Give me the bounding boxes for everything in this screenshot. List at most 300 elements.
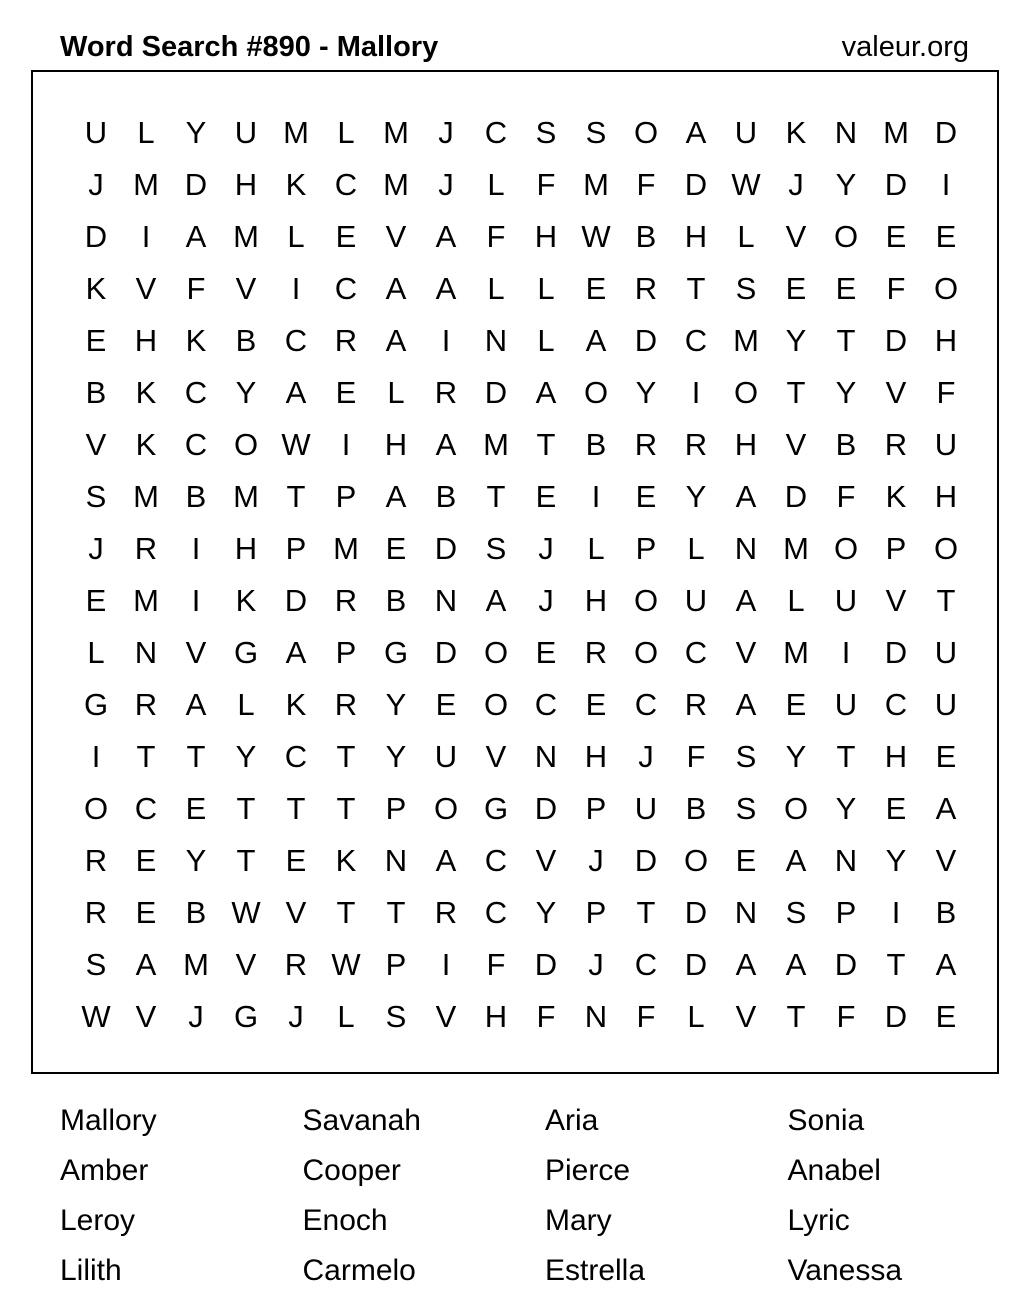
grid-letter[interactable]: Y (535, 895, 557, 930)
grid-letter[interactable]: V (385, 219, 407, 254)
grid-letter[interactable]: K (135, 375, 157, 410)
grid-letter[interactable]: O (833, 219, 859, 254)
grid-letter[interactable]: L (387, 375, 405, 410)
grid-letter[interactable]: D (884, 999, 908, 1034)
grid-letter[interactable]: B (185, 479, 207, 514)
grid-letter[interactable]: O (433, 791, 459, 826)
grid-letter[interactable]: U (634, 791, 658, 826)
grid-letter[interactable]: M (283, 115, 309, 150)
grid-letter[interactable]: C (634, 947, 658, 982)
grid-letter[interactable]: Y (835, 791, 857, 826)
grid-letter[interactable]: C (284, 739, 308, 774)
grid-letter[interactable]: P (285, 531, 307, 566)
grid-letter[interactable]: K (885, 479, 907, 514)
grid-letter[interactable]: E (135, 843, 157, 878)
grid-letter[interactable]: K (285, 687, 307, 722)
grid-letter[interactable]: F (836, 999, 856, 1034)
grid-letter[interactable]: J (538, 531, 554, 566)
grid-letter[interactable]: L (487, 167, 505, 202)
grid-letter[interactable]: J (88, 531, 104, 566)
grid-letter[interactable]: L (537, 271, 555, 306)
grid-letter[interactable]: Y (785, 739, 807, 774)
grid-letter[interactable]: A (435, 843, 457, 878)
grid-letter[interactable]: J (438, 115, 454, 150)
grid-letter[interactable]: M (233, 479, 259, 514)
grid-letter[interactable]: H (934, 323, 958, 358)
grid-letter[interactable]: E (885, 791, 907, 826)
grid-letter[interactable]: D (884, 323, 908, 358)
grid-letter[interactable]: A (535, 375, 557, 410)
grid-letter[interactable]: O (683, 843, 709, 878)
grid-letter[interactable]: N (734, 531, 758, 566)
grid-letter[interactable]: E (635, 479, 657, 514)
grid-letter[interactable]: E (585, 271, 607, 306)
grid-letter[interactable]: V (235, 947, 257, 982)
grid-letter[interactable]: T (486, 479, 506, 514)
grid-letter[interactable]: J (288, 999, 304, 1034)
grid-letter[interactable]: C (484, 115, 508, 150)
grid-letter[interactable]: I (591, 479, 601, 514)
grid-letter[interactable]: V (435, 999, 457, 1034)
grid-letter[interactable]: T (186, 739, 206, 774)
grid-letter[interactable]: S (535, 115, 557, 150)
grid-letter[interactable]: R (334, 583, 358, 618)
grid-letter[interactable]: S (735, 739, 757, 774)
grid-letter[interactable]: E (935, 999, 957, 1034)
grid-letter[interactable]: B (185, 895, 207, 930)
grid-letter[interactable]: H (234, 531, 258, 566)
grid-letter[interactable]: V (185, 635, 207, 670)
grid-letter[interactable]: T (936, 583, 956, 618)
grid-letter[interactable]: L (687, 999, 705, 1034)
grid-letter[interactable]: K (185, 323, 207, 358)
grid-letter[interactable]: U (84, 115, 108, 150)
grid-letter[interactable]: D (184, 167, 208, 202)
grid-letter[interactable]: V (85, 427, 107, 462)
grid-letter[interactable]: E (785, 271, 807, 306)
grid-letter[interactable]: T (836, 323, 856, 358)
grid-letter[interactable]: D (684, 167, 708, 202)
grid-letter[interactable]: A (185, 219, 207, 254)
grid-letter[interactable]: R (584, 635, 608, 670)
grid-letter[interactable]: L (287, 219, 305, 254)
grid-letter[interactable]: C (134, 791, 158, 826)
grid-letter[interactable]: T (636, 895, 656, 930)
grid-letter[interactable]: S (735, 791, 757, 826)
grid-letter[interactable]: I (191, 531, 201, 566)
grid-letter[interactable]: F (886, 271, 906, 306)
grid-letter[interactable]: I (441, 323, 451, 358)
grid-letter[interactable]: L (237, 687, 255, 722)
grid-letter[interactable]: V (135, 999, 157, 1034)
grid-letter[interactable]: N (134, 635, 158, 670)
grid-letter[interactable]: H (584, 739, 608, 774)
grid-letter[interactable]: H (734, 427, 758, 462)
grid-letter[interactable]: V (735, 635, 757, 670)
grid-letter[interactable]: A (735, 479, 757, 514)
grid-letter[interactable]: F (636, 167, 656, 202)
grid-letter[interactable]: W (281, 427, 311, 462)
grid-letter[interactable]: L (487, 271, 505, 306)
grid-letter[interactable]: S (385, 999, 407, 1034)
grid-letter[interactable]: E (385, 531, 407, 566)
grid-letter[interactable]: I (941, 167, 951, 202)
grid-letter[interactable]: I (691, 375, 701, 410)
grid-letter[interactable]: B (235, 323, 257, 358)
grid-letter[interactable]: B (935, 895, 957, 930)
grid-letter[interactable]: T (386, 895, 406, 930)
grid-letter[interactable]: O (583, 375, 609, 410)
grid-letter[interactable]: I (841, 635, 851, 670)
grid-letter[interactable]: S (785, 895, 807, 930)
grid-letter[interactable]: H (134, 323, 158, 358)
grid-letter[interactable]: D (634, 323, 658, 358)
grid-letter[interactable]: R (134, 687, 158, 722)
grid-letter[interactable]: E (935, 219, 957, 254)
grid-letter[interactable]: C (684, 323, 708, 358)
grid-letter[interactable]: L (337, 115, 355, 150)
grid-letter[interactable]: E (135, 895, 157, 930)
grid-letter[interactable]: S (85, 479, 107, 514)
grid-letter[interactable]: A (385, 323, 407, 358)
grid-letter[interactable]: R (84, 895, 108, 930)
grid-letter[interactable]: V (885, 583, 907, 618)
grid-letter[interactable]: N (434, 583, 458, 618)
grid-letter[interactable]: J (88, 167, 104, 202)
grid-letter[interactable]: Y (185, 115, 207, 150)
grid-letter[interactable]: R (434, 375, 458, 410)
grid-letter[interactable]: P (585, 895, 607, 930)
grid-letter[interactable]: V (785, 427, 807, 462)
grid-letter[interactable]: R (434, 895, 458, 930)
grid-letter[interactable]: Y (385, 739, 407, 774)
grid-letter[interactable]: K (285, 167, 307, 202)
grid-letter[interactable]: T (286, 791, 306, 826)
grid-letter[interactable]: E (185, 791, 207, 826)
grid-letter[interactable]: R (634, 271, 658, 306)
grid-letter[interactable]: P (335, 635, 357, 670)
grid-letter[interactable]: E (835, 271, 857, 306)
grid-letter[interactable]: C (284, 323, 308, 358)
grid-letter[interactable]: T (336, 739, 356, 774)
grid-letter[interactable]: L (737, 219, 755, 254)
grid-letter[interactable]: R (684, 687, 708, 722)
grid-letter[interactable]: J (638, 739, 654, 774)
grid-letter[interactable]: I (291, 271, 301, 306)
grid-letter[interactable]: V (935, 843, 957, 878)
grid-letter[interactable]: I (191, 583, 201, 618)
grid-letter[interactable]: K (85, 271, 107, 306)
grid-letter[interactable]: C (484, 843, 508, 878)
grid-letter[interactable]: D (884, 635, 908, 670)
grid-letter[interactable]: E (885, 219, 907, 254)
grid-letter[interactable]: A (385, 479, 407, 514)
grid-letter[interactable]: Y (835, 167, 857, 202)
grid-letter[interactable]: F (836, 479, 856, 514)
grid-letter[interactable]: L (687, 531, 705, 566)
grid-letter[interactable]: T (836, 739, 856, 774)
grid-letter[interactable]: S (485, 531, 507, 566)
grid-letter[interactable]: A (935, 791, 957, 826)
grid-letter[interactable]: E (535, 479, 557, 514)
grid-letter[interactable]: C (684, 635, 708, 670)
grid-letter[interactable]: C (184, 427, 208, 462)
grid-letter[interactable]: B (585, 427, 607, 462)
grid-letter[interactable]: B (635, 219, 657, 254)
grid-letter[interactable]: T (236, 843, 256, 878)
grid-letter[interactable]: D (884, 167, 908, 202)
grid-letter[interactable]: K (135, 427, 157, 462)
grid-letter[interactable]: V (135, 271, 157, 306)
grid-letter[interactable]: M (883, 115, 909, 150)
grid-letter[interactable]: D (434, 531, 458, 566)
grid-letter[interactable]: R (334, 323, 358, 358)
grid-letter[interactable]: F (936, 375, 956, 410)
grid-letter[interactable]: O (483, 635, 509, 670)
grid-letter[interactable]: R (684, 427, 708, 462)
grid-letter[interactable]: I (341, 427, 351, 462)
grid-letter[interactable]: O (833, 531, 859, 566)
grid-letter[interactable]: J (588, 947, 604, 982)
grid-letter[interactable]: A (185, 687, 207, 722)
grid-letter[interactable]: C (884, 687, 908, 722)
grid-letter[interactable]: P (585, 791, 607, 826)
grid-letter[interactable]: H (484, 999, 508, 1034)
grid-letter[interactable]: M (333, 531, 359, 566)
grid-letter[interactable]: A (435, 427, 457, 462)
grid-letter[interactable]: C (334, 167, 358, 202)
grid-letter[interactable]: P (835, 895, 857, 930)
grid-letter[interactable]: N (484, 323, 508, 358)
grid-letter[interactable]: R (84, 843, 108, 878)
grid-letter[interactable]: A (285, 635, 307, 670)
grid-letter[interactable]: H (234, 167, 258, 202)
grid-letter[interactable]: J (188, 999, 204, 1034)
grid-letter[interactable]: A (735, 687, 757, 722)
grid-letter[interactable]: C (634, 687, 658, 722)
grid-letter[interactable]: E (435, 687, 457, 722)
grid-letter[interactable]: E (85, 583, 107, 618)
grid-letter[interactable]: V (235, 271, 257, 306)
grid-letter[interactable]: U (234, 115, 258, 150)
grid-letter[interactable]: C (534, 687, 558, 722)
grid-letter[interactable]: A (935, 947, 957, 982)
grid-letter[interactable]: E (785, 687, 807, 722)
grid-letter[interactable]: L (337, 999, 355, 1034)
grid-letter[interactable]: Y (685, 479, 707, 514)
grid-letter[interactable]: R (884, 427, 908, 462)
grid-letter[interactable]: A (135, 947, 157, 982)
grid-letter[interactable]: A (785, 947, 807, 982)
grid-letter[interactable]: N (384, 843, 408, 878)
grid-letter[interactable]: D (534, 947, 558, 982)
grid-letter[interactable]: D (684, 895, 708, 930)
grid-letter[interactable]: V (535, 843, 557, 878)
grid-letter[interactable]: Y (185, 843, 207, 878)
grid-letter[interactable]: A (785, 843, 807, 878)
grid-letter[interactable]: U (934, 687, 958, 722)
grid-letter[interactable]: U (834, 583, 858, 618)
grid-letter[interactable]: V (785, 219, 807, 254)
grid-letter[interactable]: T (336, 791, 356, 826)
grid-letter[interactable]: E (585, 687, 607, 722)
grid-letter[interactable]: Y (235, 375, 257, 410)
grid-letter[interactable]: M (183, 947, 209, 982)
grid-letter[interactable]: U (934, 635, 958, 670)
grid-letter[interactable]: E (285, 843, 307, 878)
grid-letter[interactable]: D (934, 115, 958, 150)
grid-letter[interactable]: O (933, 271, 959, 306)
grid-letter[interactable]: N (834, 843, 858, 878)
grid-letter[interactable]: Y (885, 843, 907, 878)
grid-letter[interactable]: O (633, 635, 659, 670)
grid-letter[interactable]: A (435, 219, 457, 254)
grid-letter[interactable]: N (834, 115, 858, 150)
grid-letter[interactable]: B (85, 375, 107, 410)
grid-letter[interactable]: F (536, 167, 556, 202)
grid-letter[interactable]: H (584, 583, 608, 618)
grid-letter[interactable]: P (635, 531, 657, 566)
grid-letter[interactable]: A (385, 271, 407, 306)
grid-letter[interactable]: P (335, 479, 357, 514)
grid-letter[interactable]: T (536, 427, 556, 462)
grid-letter[interactable]: T (236, 791, 256, 826)
grid-letter[interactable]: D (284, 583, 308, 618)
grid-letter[interactable]: N (534, 739, 558, 774)
grid-letter[interactable]: G (383, 635, 409, 670)
grid-letter[interactable]: L (587, 531, 605, 566)
grid-letter[interactable]: D (534, 791, 558, 826)
grid-letter[interactable]: T (886, 947, 906, 982)
grid-letter[interactable]: D (634, 843, 658, 878)
grid-letter[interactable]: A (735, 583, 757, 618)
grid-letter[interactable]: M (133, 583, 159, 618)
grid-letter[interactable]: M (483, 427, 509, 462)
grid-letter[interactable]: M (783, 531, 809, 566)
grid-letter[interactable]: A (685, 115, 707, 150)
grid-letter[interactable]: V (485, 739, 507, 774)
grid-letter[interactable]: R (284, 947, 308, 982)
grid-letter[interactable]: O (233, 427, 259, 462)
grid-letter[interactable]: R (634, 427, 658, 462)
grid-letter[interactable]: E (85, 323, 107, 358)
grid-letter[interactable]: J (588, 843, 604, 878)
grid-letter[interactable]: O (83, 791, 109, 826)
grid-letter[interactable]: M (733, 323, 759, 358)
grid-letter[interactable]: W (331, 947, 361, 982)
grid-letter[interactable]: J (438, 167, 454, 202)
grid-letter[interactable]: T (786, 999, 806, 1034)
grid-letter[interactable]: I (891, 895, 901, 930)
grid-letter[interactable]: O (733, 375, 759, 410)
grid-letter[interactable]: H (684, 219, 708, 254)
grid-letter[interactable]: J (538, 583, 554, 618)
grid-letter[interactable]: H (934, 479, 958, 514)
grid-letter[interactable]: V (735, 999, 757, 1034)
grid-letter[interactable]: W (231, 895, 261, 930)
grid-letter[interactable]: S (585, 115, 607, 150)
grid-letter[interactable]: B (685, 791, 707, 826)
grid-letter[interactable]: E (935, 739, 957, 774)
grid-letter[interactable]: C (484, 895, 508, 930)
grid-letter[interactable]: F (686, 739, 706, 774)
grid-letter[interactable]: J (788, 167, 804, 202)
grid-letter[interactable]: F (636, 999, 656, 1034)
grid-letter[interactable]: L (537, 323, 555, 358)
grid-letter[interactable]: S (85, 947, 107, 982)
grid-letter[interactable]: E (735, 843, 757, 878)
grid-letter[interactable]: F (486, 947, 506, 982)
grid-letter[interactable]: T (136, 739, 156, 774)
grid-letter[interactable]: E (535, 635, 557, 670)
grid-letter[interactable]: Y (235, 739, 257, 774)
grid-letter[interactable]: A (585, 323, 607, 358)
grid-letter[interactable]: I (441, 947, 451, 982)
grid-letter[interactable]: T (786, 375, 806, 410)
grid-letter[interactable]: W (731, 167, 761, 202)
grid-letter[interactable]: U (934, 427, 958, 462)
grid-letter[interactable]: T (286, 479, 306, 514)
grid-letter[interactable]: D (834, 947, 858, 982)
grid-letter[interactable]: I (141, 219, 151, 254)
grid-letter[interactable]: F (486, 219, 506, 254)
grid-letter[interactable]: O (483, 687, 509, 722)
grid-letter[interactable]: O (783, 791, 809, 826)
grid-letter[interactable]: R (334, 687, 358, 722)
grid-letter[interactable]: F (536, 999, 556, 1034)
grid-letter[interactable]: L (137, 115, 155, 150)
grid-letter[interactable]: G (233, 999, 259, 1034)
grid-letter[interactable]: A (735, 947, 757, 982)
grid-letter[interactable]: K (785, 115, 807, 150)
grid-letter[interactable]: O (633, 115, 659, 150)
grid-letter[interactable]: E (335, 375, 357, 410)
grid-letter[interactable]: U (734, 115, 758, 150)
grid-letter[interactable]: H (884, 739, 908, 774)
grid-letter[interactable]: N (734, 895, 758, 930)
grid-letter[interactable]: L (787, 583, 805, 618)
grid-letter[interactable]: M (383, 167, 409, 202)
grid-letter[interactable]: H (534, 219, 558, 254)
grid-letter[interactable]: M (133, 167, 159, 202)
grid-letter[interactable]: M (583, 167, 609, 202)
grid-letter[interactable]: M (783, 635, 809, 670)
grid-letter[interactable]: Y (635, 375, 657, 410)
grid-letter[interactable]: V (885, 375, 907, 410)
grid-letter[interactable]: U (684, 583, 708, 618)
grid-letter[interactable]: M (133, 479, 159, 514)
grid-letter[interactable]: G (83, 687, 109, 722)
grid-letter[interactable]: Y (785, 323, 807, 358)
grid-letter[interactable]: B (385, 583, 407, 618)
grid-letter[interactable]: M (233, 219, 259, 254)
grid-letter[interactable]: U (434, 739, 458, 774)
grid-letter[interactable]: P (385, 947, 407, 982)
grid-letter[interactable]: T (336, 895, 356, 930)
grid-letter[interactable]: A (285, 375, 307, 410)
grid-letter[interactable]: Y (385, 687, 407, 722)
grid-letter[interactable]: S (735, 271, 757, 306)
grid-letter[interactable]: K (335, 843, 357, 878)
grid-letter[interactable]: A (435, 271, 457, 306)
grid-letter[interactable]: F (186, 271, 206, 306)
grid-letter[interactable]: G (233, 635, 259, 670)
grid-letter[interactable]: B (835, 427, 857, 462)
grid-letter[interactable]: D (684, 947, 708, 982)
grid-letter[interactable]: D (84, 219, 108, 254)
grid-letter[interactable]: M (383, 115, 409, 150)
grid-letter[interactable]: P (385, 791, 407, 826)
